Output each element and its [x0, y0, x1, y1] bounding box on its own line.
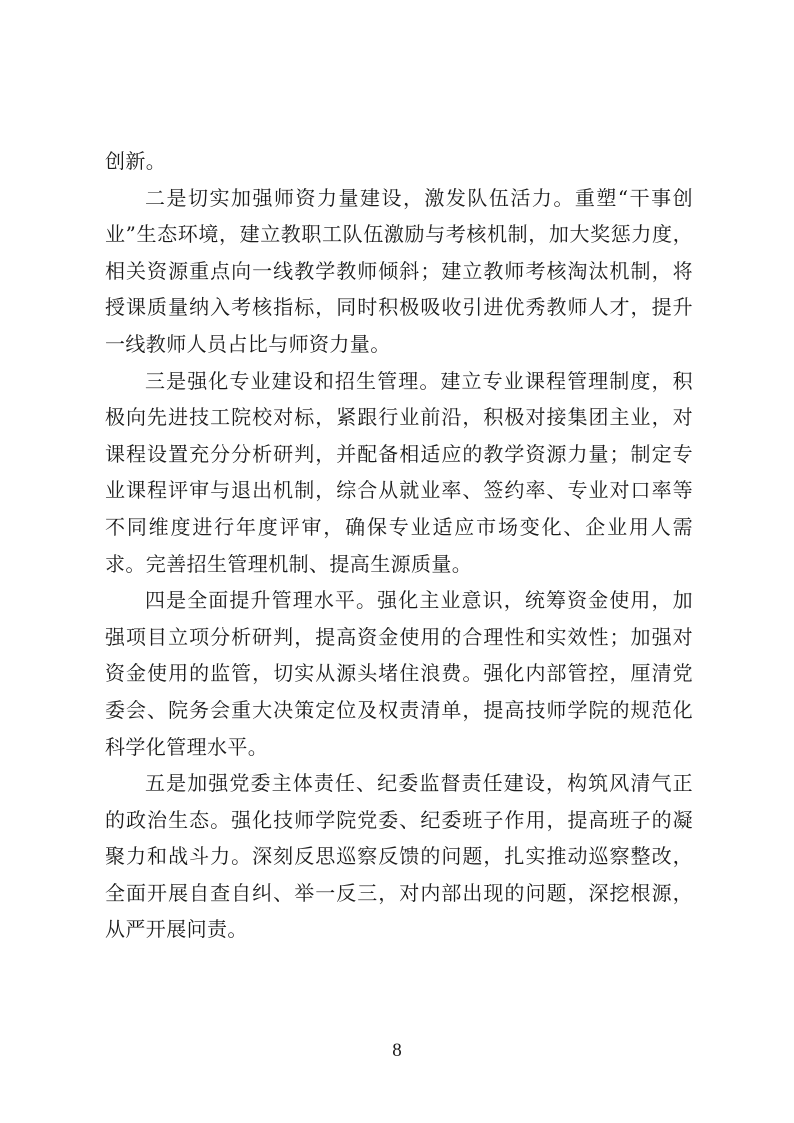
paragraph-teacher-strength: 二是切实加强师资力量建设，激发队伍活力。重塑“干事创业”生态环境，建立教职工队伍激励与考核机制，加大奖惩力度，相关资源重点向一线教学教师倾斜；建立教师考核淘汰机制，将授课质量纳入考核指标，同时积极吸收引进优秀教师人才，提升一线教师人员占比与师资力量。	[105, 185, 693, 356]
paragraph-party-responsibility: 五是加强党委主体责任、纪委监督责任建设，构筑风清气正的政治生态。强化技师学院党委、纪委班子作用，提高班子的凝聚力和战斗力。深刻反思巡察反馈的问题，扎实推动巡察整改，全面开展自查自纠、举一反三，对内部出现的问题，深挖根源，从严开展问责。	[105, 771, 693, 942]
page-number: 8	[392, 1040, 402, 1061]
paragraph-specialty-enrollment: 三是强化专业建设和招生管理。建立专业课程管理制度，积极向先进技工院校对标，紧跟行业前沿，积极对接集团主业，对课程设置充分分析研判，并配备相适应的教学资源力量；制定专业课程评审与退出机制，综合从就业率、签约率、专业对口率等不同维度进行年度评审，确保专业适应市场变化、企业用人需求。完善招生管理机制、提高生源质量。	[105, 368, 693, 576]
paragraph-management-level: 四是全面提升管理水平。强化主业意识，统筹资金使用，加强项目立项分析研判，提高资金使用的合理性和实效性；加强对资金使用的监管，切实从源头堵住浪费。强化内部管控，厘清党委会、院务会重大决策定位及权责清单，提高技师学院的规范化科学化管理水平。	[105, 588, 693, 759]
document-body	[105, 143, 693, 948]
paragraph-continuation: 创新。	[105, 149, 167, 173]
